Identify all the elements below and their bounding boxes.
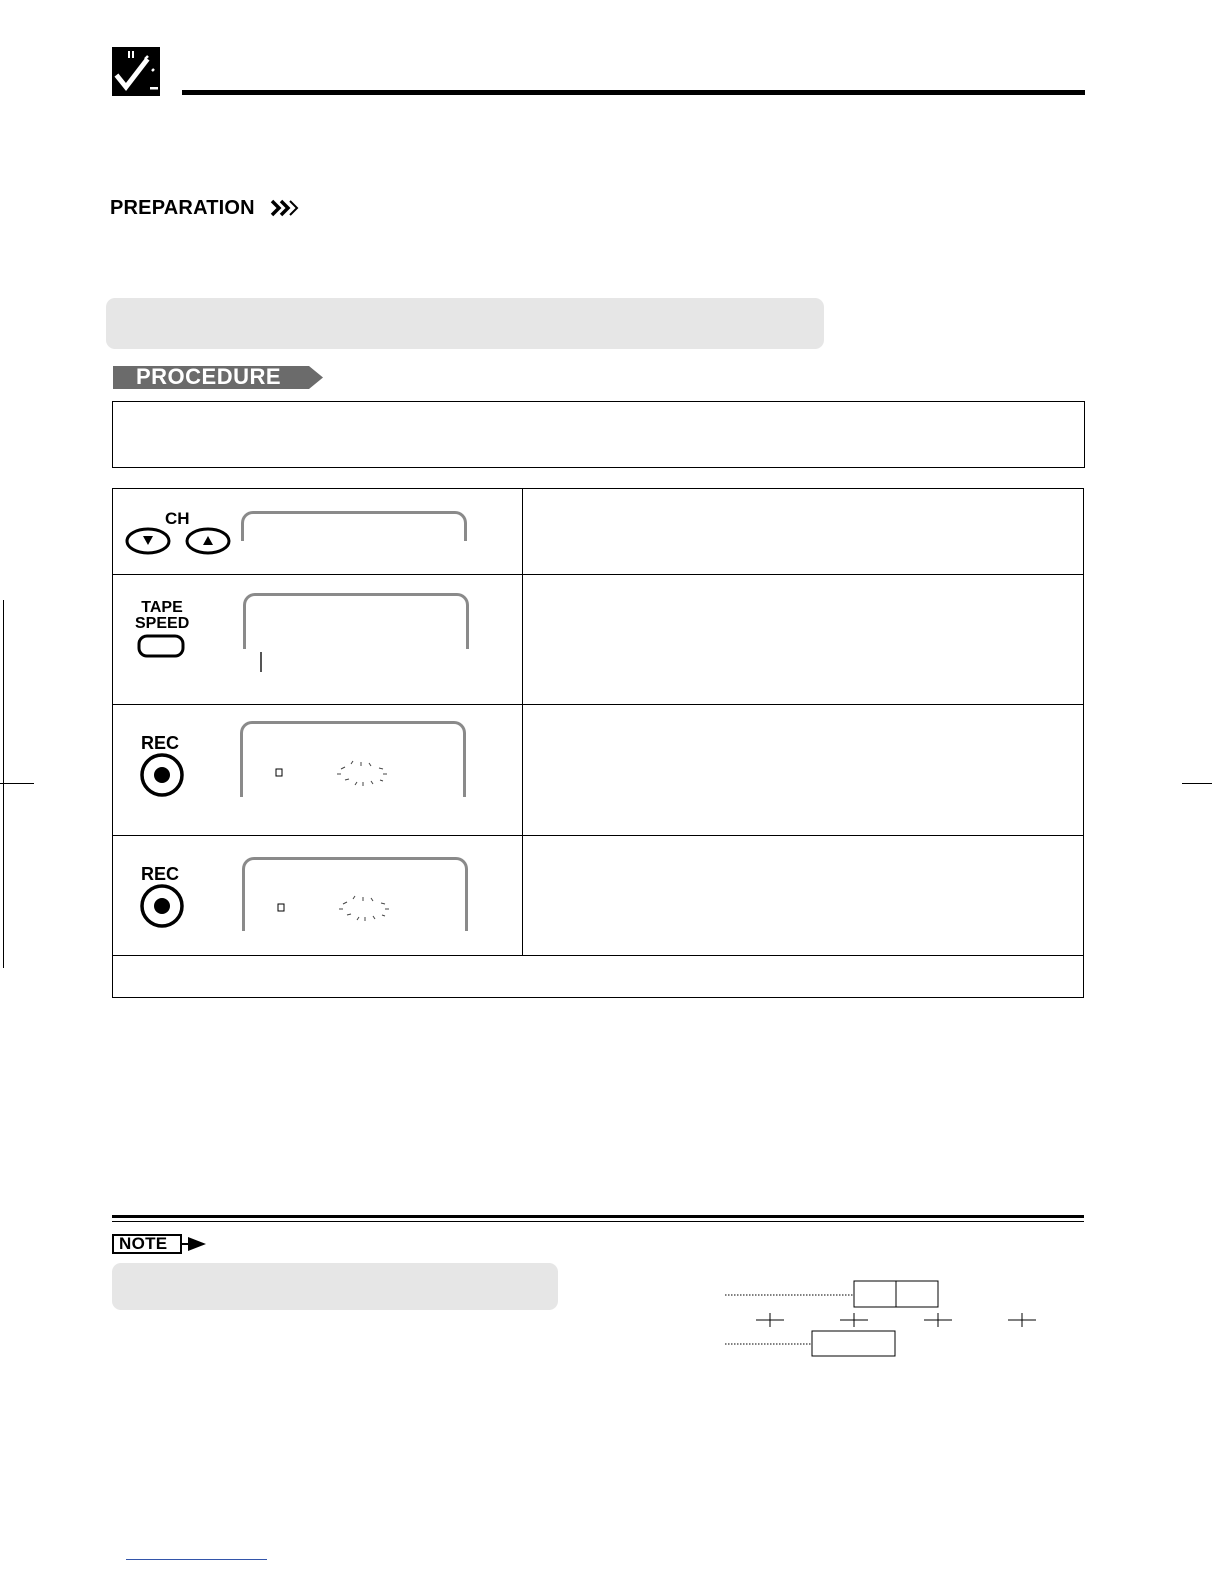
tape-speed-label-line: TAPE	[141, 599, 183, 616]
column-divider	[522, 489, 523, 955]
row-divider	[113, 704, 1083, 705]
note-heading: NOTE	[119, 1234, 168, 1253]
row-divider	[113, 955, 1083, 956]
tape-speed-label	[135, 600, 189, 632]
header-rule	[182, 90, 1085, 95]
timing-diagram	[720, 1275, 1050, 1365]
crop-mark	[1182, 783, 1212, 784]
ch-down-button-icon[interactable]	[125, 527, 233, 555]
ch-label: CH	[165, 509, 190, 528]
tape-speed-label-line: SPEED	[135, 615, 190, 632]
lcd-cursor	[260, 652, 262, 672]
note-banner	[112, 1263, 558, 1310]
footer-rule	[126, 1559, 267, 1560]
lcd-display	[241, 511, 467, 541]
clock-check-icon	[112, 47, 160, 96]
rec-label: REC	[141, 733, 180, 753]
blinking-indicator-icon	[273, 759, 413, 789]
lcd-display	[243, 593, 469, 649]
procedure-table	[112, 488, 1084, 998]
rec-button-icon[interactable]	[138, 882, 186, 930]
section-rule	[112, 1215, 1084, 1218]
crop-mark	[3, 600, 4, 968]
procedure-heading: PROCEDURE	[136, 364, 282, 389]
blinking-indicator-icon	[275, 894, 415, 924]
triple-chevron-icon	[270, 198, 300, 218]
crop-mark	[0, 783, 34, 784]
row-divider	[113, 574, 1083, 575]
tape-speed-button-icon[interactable]	[137, 633, 187, 659]
row-divider	[113, 835, 1083, 836]
section-banner	[106, 298, 824, 349]
rec-button-icon[interactable]	[138, 751, 186, 799]
section-rule	[112, 1221, 1084, 1222]
preparation-heading: PREPARATION	[110, 197, 255, 219]
procedure-intro-box	[112, 401, 1085, 468]
rec-label: REC	[141, 864, 180, 884]
